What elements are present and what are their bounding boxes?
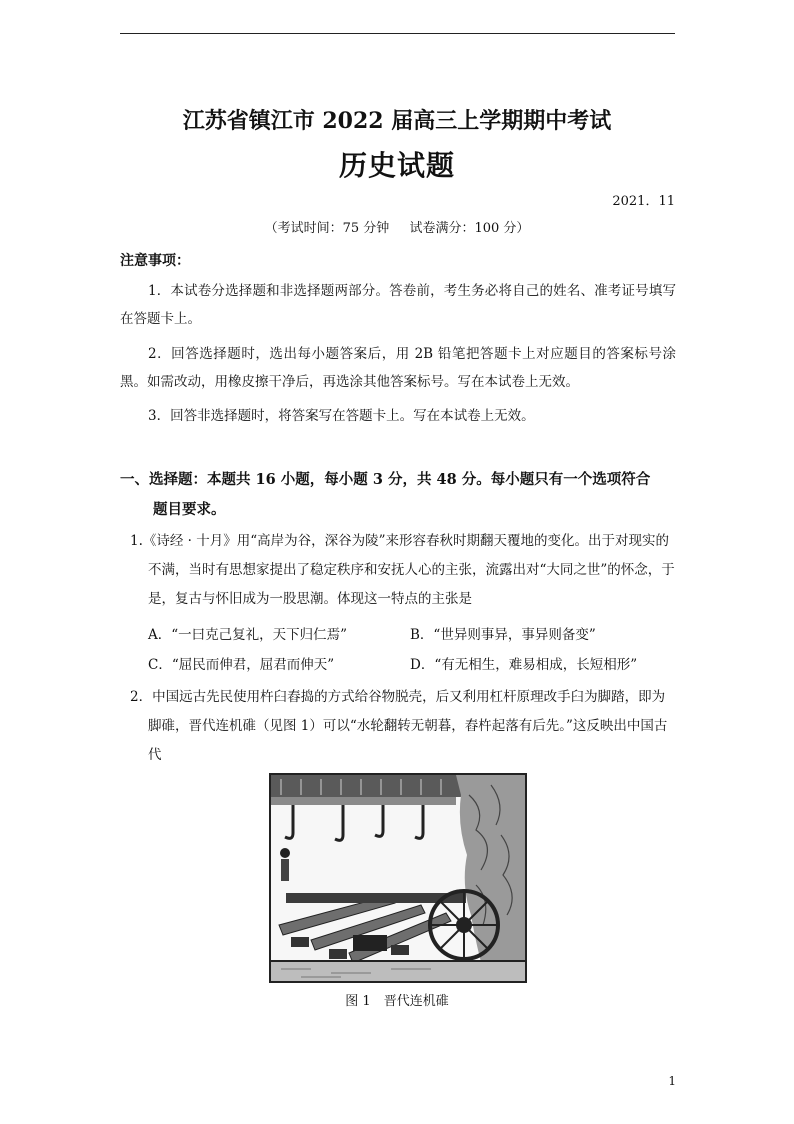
option-b: B．“世异则事异，事异则备变”	[410, 627, 596, 643]
note-item-3: 3．回答非选择题时，将答案写在答题卡上。写在本试卷上无效。	[148, 408, 535, 424]
figure-1-illustration	[269, 773, 527, 983]
exam-info	[0, 217, 794, 236]
section-heading	[120, 465, 676, 525]
note-item-2: 2．回答选择题时，选出每小题答案后，用 2B 铅笔把答题卡上对应题目的答案标号涂黑。如需改动，用橡皮擦干净后，再选涂其他答案标号。写在本试卷上无效。	[120, 346, 676, 390]
question-1	[130, 527, 676, 614]
question-2-text: 2．中国远古先民使用杵臼舂捣的方式给谷物脱壳，后又利用杠杆原理改手臼为脚踏，即为脚碓，晋代连机碓（见图 1）可以“水轮翻转无朝暮，舂杵起落有后先。”这反映出中国古代	[130, 689, 668, 763]
option-row-2	[148, 653, 688, 677]
note-item-1: 1．本试卷分选择题和非选择题两部分。答卷前，考生务必将自己的姓名、准考证号填写在答题卡上。	[120, 283, 676, 327]
question-2	[130, 683, 676, 770]
full-score: 试卷满分：100 分）	[409, 221, 530, 236]
option-c: C．“屈民而伸君，屈君而伸天”	[148, 657, 335, 673]
option-row-1	[148, 623, 688, 647]
option-a: A．“一曰克己复礼，天下归仁焉”	[148, 627, 348, 643]
exam-date: 2021．11	[612, 194, 675, 209]
subject-title: 历史试题	[338, 149, 455, 182]
question-1-text: 1.《诗经 · 十月》用“高岸为谷，深谷为陵”来形容春秋时期翻天覆地的变化。出于对现实的不满，当时有思想家提出了稳定秩序和安抚人心的主张，流露出对“大同之世”的怀念，于是，复古与怀旧成为一股思潮。体现这一特点的主张是	[130, 533, 675, 607]
header-rule	[120, 33, 675, 34]
page-number: 1	[668, 1074, 676, 1088]
figure-caption: 图 1 晋代连机碓	[345, 994, 449, 1009]
exam-title: 江苏省镇江市 2022 届高三上学期期中考试	[182, 108, 612, 134]
section-heading-line2: 题目要求。	[153, 501, 226, 518]
exam-time: （考试时间：75 分钟	[264, 221, 390, 236]
option-d: D．“有无相生，难易相成，长短相形”	[410, 657, 638, 673]
notes-heading: 注意事项：	[120, 253, 190, 269]
water-mill-drawing	[271, 775, 525, 981]
section-heading-line1: 一、选择题：本题共 16 小题，每小题 3 分，共 48 分。每小题只有一个选项符合	[120, 471, 651, 488]
